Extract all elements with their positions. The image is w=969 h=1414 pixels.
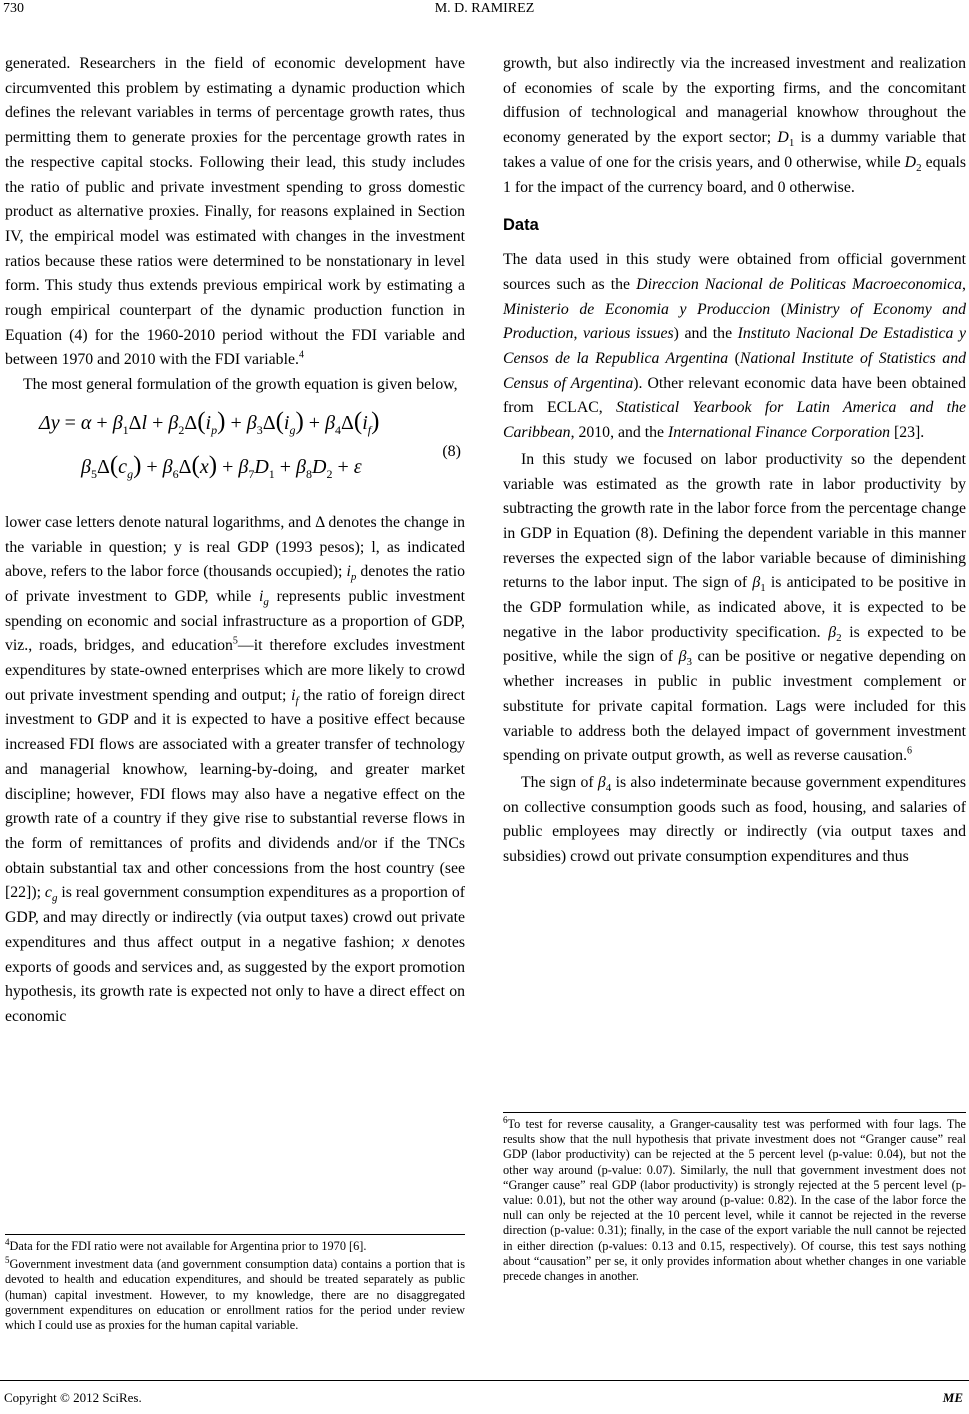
paragraph: generated. Researchers in the field of economic development have circumvented this problem by estimating a dynamic production which defines the relevant variables in terms of percentage growth rates, thus permitting them to generate proxies for the percentage growth rates in the respective capital stocks. Following their lead, this study includes the ratio of public and private investment spending to gross domestic product as alternative proxies. Finally, for reasons explained in Section IV, the empirical model was estimated with changes in the investment ratios because these ratios were determined to be nonstationary in level form. This study thus extends previous empirical work by estimating a rough empirical counterpart of the dynamic production function in Equation (4) for the 1960-2010 period without the FDI variable and between 1970 and 2010 with the FDI variable.$^4$ <box>5 55 465 369</box>
paragraph: The most general formulation of the growth equation is given below, <box>23 376 458 394</box>
page-number: 730 <box>3 1 24 16</box>
left-column <box>5 52 465 1030</box>
right-column <box>503 52 966 870</box>
footnote-divider <box>5 1234 465 1235</box>
footnote-ref-6[interactable]: 6 <box>907 746 913 758</box>
equation-8: $\Delta y = \alpha + \beta_1\Delta l + \beta_2\Delta(i_p) + \beta_3\Delta(i_g) + \beta_4\Delta(i_f)$ $\beta_5\Delta(c_g) + \beta_6\Delta(x) + \beta_7D_1 + \beta_8D_2 + \varepsilon$ (8) <box>39 407 461 481</box>
footer-divider <box>0 1380 969 1381</box>
footnote-4: $^4$Data for the FDI ratio were not available for Argentina prior to 1970 [6]. <box>5 1236 367 1253</box>
paragraph: In this study we focused on labor productivity so the dependent variable was estimated as the growth rate in labor productivity by subtracting the growth rate in the labor force from the percentage change in GDP in Equation (8). Defining the dependent variable in this manner reverses the expected sign of the labor variable because of diminishing returns to the labor input. The sign of $\beta_1$ is anticipated to be positive in the GDP formulation while, as indicated above, it is expected to be negative in the labor productivity specification. $\beta_2$ is expected to be positive, while the sign of $\beta_3$ can be positive or negative depending on whether increases in public in public investment complement or substitute for private capital formation. Lags were included for this variable to address both the delayed impact of government investment spending on private output growth, as well as reverse causation.$^6$ <box>503 450 966 765</box>
equation-number: (8) <box>442 442 461 460</box>
footnote-6: $^6$To test for reverse causality, a Granger-causality test was performed with four lags. The results show that the null hypothesis that private investment does not “Granger cause” real GDP (labor productivity) can be rejected at the 5 percent level (p-value: 0.04), but not the other way around (p-value: 0.07). Similarly, the null that government investment does not “Granger cause” real GDP (labor productivity) is strongly rejected at the 5 percent level (p-value: 0.01), but not the other way around (p-value: 0.82). In the case of the labor force the null can only be rejected at the 10 percent level, while it cannot be rejected in the reverse direction (p-value: 0.31); finally, in the case of the export variable the null cannot be rejected in either direction (p-values: 0.13 and 0.15, respectively). Of course, this test says nothing about “causation” per se, it only provides information about whether changes in one variable precede changes in another. <box>503 1114 966 1284</box>
left-footnotes <box>5 1234 465 1333</box>
footnote-divider <box>503 1112 966 1113</box>
paragraph: lower case letters denote natural logarithms, and Δ denotes the change in the variable in question; y is real GDP (1993 pesos); l, as indicated above, refers to the labor force (thousands occupied); $i_p$ denotes the ratio of private investment to GDP, while $i_g$ represents public investment spending on economic and social infrastructure as a proportion of GDP, viz., roads, bridges, and education$^5$—it therefore excludes investment expenditures by state-owned enterprises which are more likely to crowd out private investment spending and output; $i_f$ the ratio of foreign direct investment to GDP and it is expected to have a positive effect because increased FDI flows are associated with a greater transfer of technology and managerial knowhow, learning-by-doing, and greater market discipline; however, FDI flows may also have a negative effect on the growth rate of a country if they give rise to substantial reverse flows in the form of remittances of profits and dividends and/or if the TNCs obtain substantial tax and other concessions from the host country (see [22]); $c_g$ is real government consumption expenditures as a proportion of GDP, and may directly or indirectly (via output taxes) crowd out private expenditures and thus affect output in a negative fashion; x denotes exports of goods and services and, as suggested by the export promotion hypothesis, its growth rate is expected not only to have a direct effect on economic <box>5 513 465 1025</box>
copyright-text: Copyright © 2012 SciRes. <box>4 1390 142 1405</box>
paragraph: The data used in this study were obtained from official government sources such as the Direccion Nacional de Politicas Macroeconomica, Ministerio de Economia y Produccion (Ministry of Economy and Production, various issues) and the Instituto Nacional De Estadistica y Censos de la Republica Argentina (National Institute of Statistics and Census of Argentina). Other relevant economic data have been obtained from ECLAC, Statistical Yearbook for Latin America and the Caribbean, 2010, and the International Finance Corporation [23]. <box>503 251 966 442</box>
running-head-author: M. D. RAMIREZ <box>434 1 535 16</box>
paragraph: growth, but also indirectly via the increased investment and realization of economies of scale by the exporting firms, and the concomitant diffusion of technological and managerial knowhow throughout the economy generated by the export sector; $D_1$ is a dummy variable that takes a value of one for the crisis years, and 0 otherwise, while $D_2$ equals 1 for the impact of the currency board, and 0 otherwise. <box>503 55 966 196</box>
footnote-ref-4[interactable]: 4 <box>298 350 304 362</box>
page-header <box>0 0 969 30</box>
journal-abbrev: ME <box>942 1390 963 1405</box>
footnote-5: $^5$Government investment data (and government consumption data) contains a portion that is devoted to health and education expenditures, and should be treated separately as public (human) capital investment. However, to my knowledge, there are no disaggregated government expenditures on education or enrollment ratios for the period under review which I could use as proxies for the human capital variable. <box>5 1255 465 1333</box>
right-footnotes <box>503 1112 966 1284</box>
footnote-ref-5[interactable]: 5 <box>232 636 238 648</box>
paragraph: The sign of $\beta_4$ is also indeterminate because government expenditures on collective consumption goods such as food, housing, and salaries of public employees may directly or indirectly (via output taxes and subsidies) crowd out private consumption expenditures and thus <box>503 773 966 866</box>
section-heading: Data <box>503 216 539 235</box>
